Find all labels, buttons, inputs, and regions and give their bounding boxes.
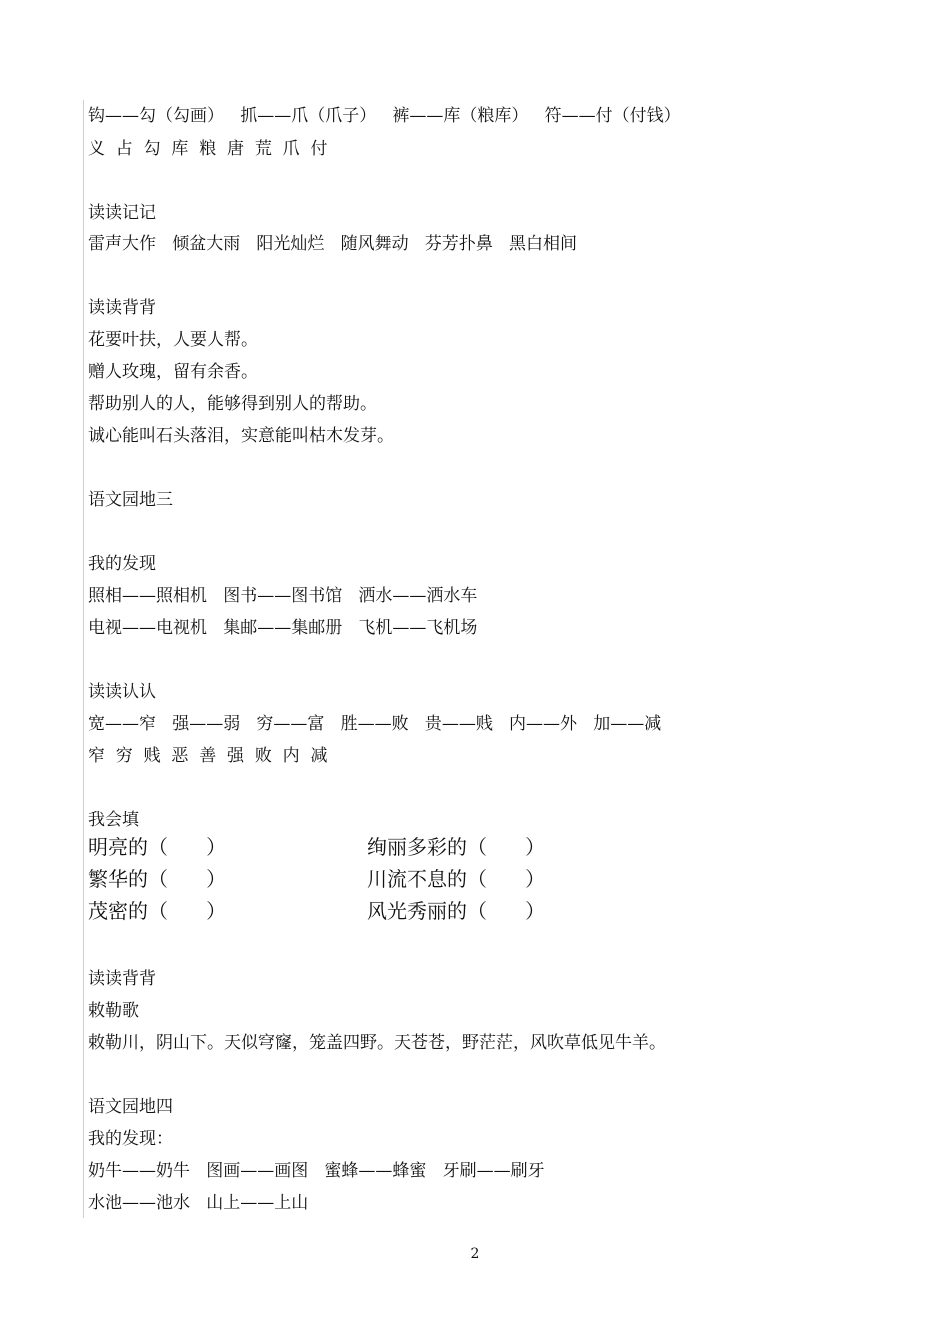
fill-in-item: 明亮的（ ） xyxy=(88,835,227,859)
idiom-list: 雷声大作 倾盆大雨 阳光灿烂 随风舞动 芬芳扑鼻 黑白相间 xyxy=(88,234,578,254)
char-comparison-line: 钩——勾（勾画） 抓——爪（爪子） 裤——库（粮库） 符——付（付钱） xyxy=(88,106,681,126)
section-heading-read-recite: 读读背背 xyxy=(88,969,156,989)
character-list: 窄 穷 贱 恶 善 强 败 内 减 xyxy=(88,746,328,766)
section-heading-discovery: 我的发现： xyxy=(88,1129,173,1149)
section-heading-read-recite: 读读背背 xyxy=(88,298,156,318)
section-heading-read-recognize: 读读认认 xyxy=(88,682,156,702)
page-number: 2 xyxy=(470,1246,480,1262)
proverb-line: 诚心能叫石头落泪，实意能叫枯木发芽。 xyxy=(88,426,394,446)
proverb-line: 花要叶扶，人要人帮。 xyxy=(88,330,258,350)
word-pair-line: 照相——照相机 图书——图书馆 洒水——洒水车 xyxy=(88,586,478,606)
unit-heading-three: 语文园地三 xyxy=(88,490,173,510)
word-pair-line: 水池——池水 山上——上山 xyxy=(88,1193,309,1213)
poem-text: 敕勒川，阴山下。天似穹窿，笼盖四野。天苍苍，野茫茫，风吹草低见牛羊。 xyxy=(88,1033,666,1053)
unit-heading-four: 语文园地四 xyxy=(88,1097,173,1117)
antonym-pairs: 宽——窄 强——弱 穷——富 胜——败 贵——贱 内——外 加——减 xyxy=(88,714,662,734)
character-list: 义 占 勾 库 粮 唐 荒 爪 付 xyxy=(88,139,328,159)
proverb-line: 赠人玫瑰，留有余香。 xyxy=(88,362,258,382)
left-margin-rule xyxy=(83,100,84,1218)
proverb-line: 帮助别人的人，能够得到别人的帮助。 xyxy=(88,394,377,414)
fill-in-item: 风光秀丽的（ ） xyxy=(367,899,546,923)
fill-in-item: 川流不息的（ ） xyxy=(367,867,546,891)
poem-title: 敕勒歌 xyxy=(88,1001,139,1021)
section-heading-read-remember: 读读记记 xyxy=(88,203,156,223)
word-pair-line: 电视——电视机 集邮——集邮册 飞机——飞机场 xyxy=(88,618,478,638)
fill-in-item: 繁华的（ ） xyxy=(88,867,227,891)
section-heading-fill-in: 我会填 xyxy=(88,810,139,830)
word-pair-line: 奶牛——奶牛 图画——画图 蜜蜂——蜂蜜 牙刷——刷牙 xyxy=(88,1161,545,1181)
fill-in-item: 茂密的（ ） xyxy=(88,899,227,923)
section-heading-discovery: 我的发现 xyxy=(88,554,156,574)
fill-in-item: 绚丽多彩的（ ） xyxy=(367,835,546,859)
